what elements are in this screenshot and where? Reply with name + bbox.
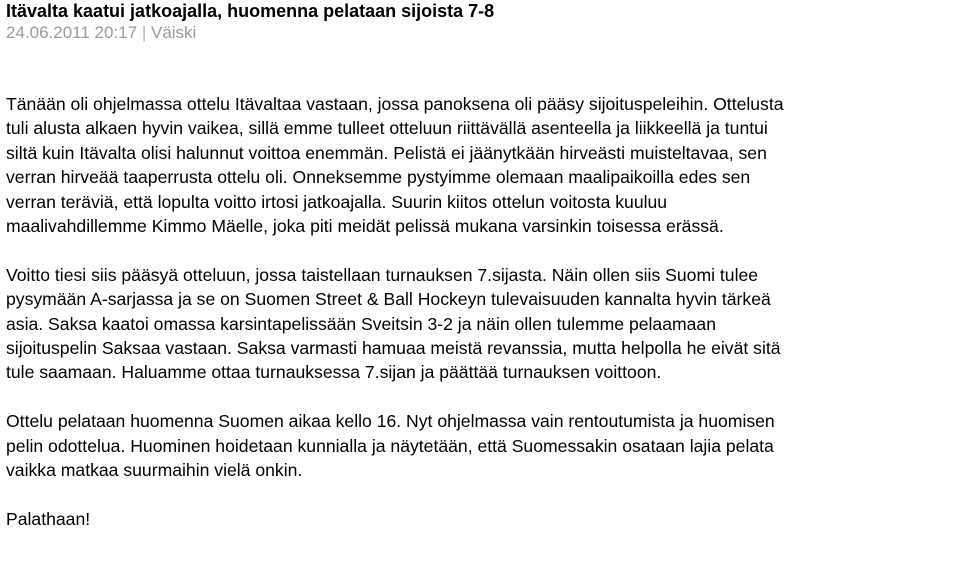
meta-separator: | [141,23,147,42]
text-line: tule saamaan. Haluamme ottaa turnauksessa 7.sijan ja päättää turnauksen voittoon. [6,362,662,383]
text-line: Ottelu pelataan huomenna Suomen aikaa kello 16. Nyt ohjelmassa vain rentoutumista ja huomisen [6,411,775,432]
article-author[interactable]: Väiski [150,23,197,42]
text-line: sijoituspelin Saksaa vastaan. Saksa varmasti hamuaa meistä revanssia, mutta helpolla he eivät sitä [6,338,781,359]
text-line: Palathaan! [6,508,91,529]
text-line: pysymään A-sarjassa ja se on Suomen Street & Ball Hockeyn tulevaisuuden kannalta hyvin tärkeä [6,289,771,310]
article-title: Itävalta kaatui jatkoajalla, huomenna pelataan sijoista 7-8 [6,1,495,21]
text-line: Tänään oli ohjelmassa ottelu Itävaltaa vastaan, jossa panoksena oli pääsy sijoituspeleihin. Ottelusta [6,94,784,114]
article-date: 24.06.2011 20:17 [6,23,138,42]
text-line: verran hirveää taaperrusta ottelu oli. Onneksemme pystyimme olemaan maalipaikoilla edes sen [6,167,751,188]
article [6,0,956,529]
paragraph-3 [6,409,956,482]
text-line: verran teräviä, että lopulta voitto irtosi jatkoajalla. Suurin kiitos ottelun voitosta kuuluu [6,191,668,212]
paragraph-4 [6,507,956,531]
text-line: vaikka matkaa suurmaihin vielä onkin. [6,460,303,481]
text-line: pelin odottelua. Huominen hoidetaan kunnialla ja näytetään, että Suomessakin osataan lajia pelata [6,435,774,456]
text-line: maalivahdillemme Kimmo Mäelle, joka piti meidät pelissä mukana varsinkin toisessa erässä. [6,216,724,237]
article-meta [6,22,956,44]
text-line: Voitto tiesi siis pääsyä otteluun, jossa taistellaan turnauksen 7.sijasta. Näin ollen siis Suomi tulee [6,264,759,285]
article-body [6,92,956,531]
paragraph-2 [6,263,956,385]
text-line: tuli alusta alkaen hyvin vaikea, sillä emme tulleet otteluun riittävällä asenteella ja liikkeellä ja tuntui [6,118,768,139]
text-line: asia. Saksa kaatoi omassa karsintapelissään Sveitsin 3-2 ja näin ollen tulemme pelaamaan [6,313,717,334]
paragraph-1 [6,92,956,238]
text-line: siltä kuin Itävalta olisi halunnut voittoa enemmän. Pelistä ei jäänytkään hirveästi muisteltavaa, sen [6,142,767,163]
